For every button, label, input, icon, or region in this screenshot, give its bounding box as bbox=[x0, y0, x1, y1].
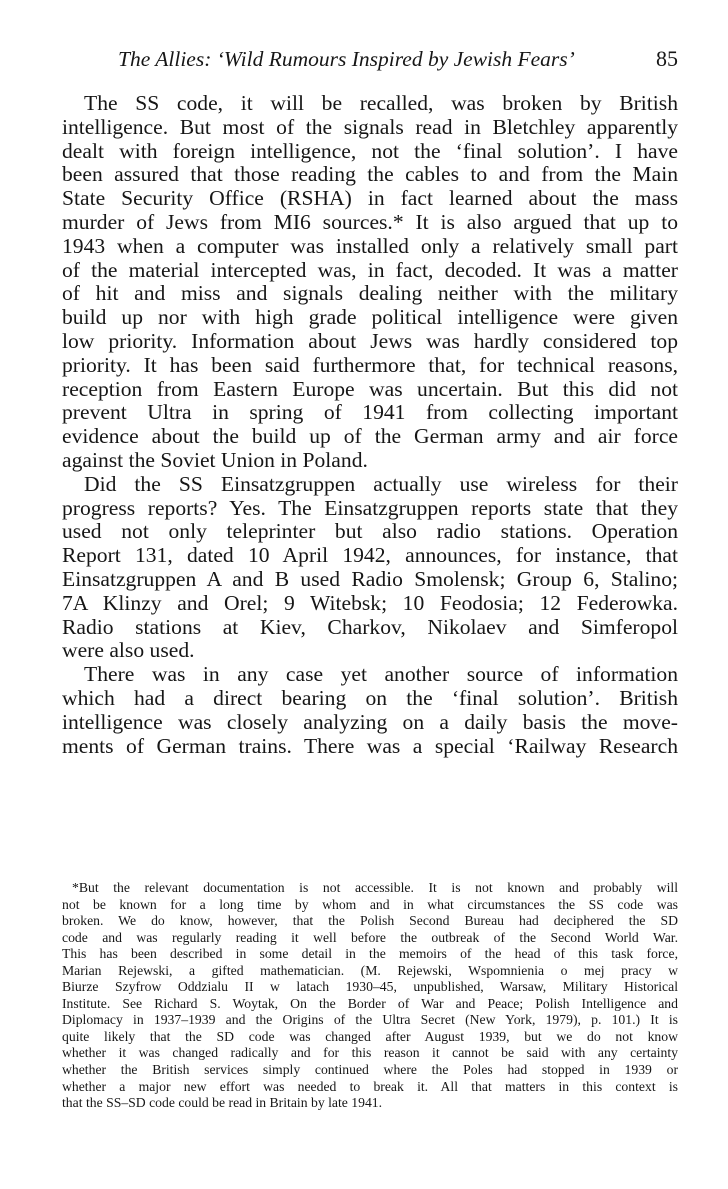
text-line: 1943 when a computer was installed only a relatively small part bbox=[62, 233, 678, 258]
text-line: priority. It has been said furthermore that, for technical reasons, bbox=[62, 352, 678, 377]
text-line: There was in any case yet another source of information bbox=[84, 662, 678, 687]
text-line: dealt with foreign intelligence, not the ‘final solution’. I have bbox=[62, 138, 678, 163]
text-line: been assured that those reading the cables to and from the Main bbox=[62, 162, 678, 187]
text-line: evidence about the build up of the German army and air force bbox=[62, 424, 678, 449]
text-line: The SS code, it will be recalled, was broken by British bbox=[84, 91, 678, 115]
footnote-line: Biurze Szyfrow Oddzialu II w latach 1930–45, unpublished, Warsaw, Military Historical bbox=[62, 979, 678, 995]
text-line: Report 131, dated 10 April 1942, announces, for instance, that bbox=[62, 543, 678, 568]
text-line: intelligence. But most of the signals read in Bletchley apparently bbox=[62, 114, 678, 139]
footnote-line: not be known for a long time by whom and in what circumstances the SS code was bbox=[62, 896, 678, 912]
footnote-line: that the SS–SD code could be read in Britain by late 1941. bbox=[62, 1095, 383, 1111]
paragraph-1 bbox=[62, 92, 678, 473]
text-line: build up nor with high grade political intelligence were given bbox=[62, 305, 678, 330]
text-line: of the material intercepted was, in fact, decoded. It was a matter bbox=[62, 257, 678, 282]
footnote bbox=[62, 880, 678, 1112]
footnote-line: code and was regularly reading it well before the outbreak of the Second World War. bbox=[62, 929, 678, 945]
paragraph-2 bbox=[62, 473, 678, 663]
text-line: against the Soviet Union in Poland. bbox=[62, 447, 368, 472]
footnote-line: Marian Rejewski, a gifted mathematician. (M. Rejewski, Wspomnienia o mej pracy w bbox=[62, 962, 678, 978]
footnote-line: Diplomacy in 1937–1939 and the Origins of the Ultra Secret (New York, 1979), p. 101.) It is bbox=[62, 1012, 678, 1028]
text-line: progress reports? Yes. The Einsatzgruppen reports state that they bbox=[62, 495, 678, 520]
footnote-line: Institute. See Richard S. Woytak, On the Border of War and Peace; Polish Intelligence and bbox=[62, 995, 678, 1011]
text-line: of hit and miss and signals dealing neither with the military bbox=[62, 281, 678, 306]
text-line: Radio stations at Kiev, Charkov, Nikolaev and Simferopol bbox=[62, 614, 678, 639]
text-line: Einsatzgruppen A and B used Radio Smolensk; Group 6, Stalino; bbox=[62, 566, 678, 591]
footnote-line: whether the British services simply continued where the Poles had stopped in 1939 or bbox=[62, 1062, 678, 1078]
text-line: which had a direct bearing on the ‘final solution’. British bbox=[62, 685, 678, 710]
page-header bbox=[118, 46, 678, 72]
footnote-line: *But the relevant documentation is not accessible. It is not known and probably will bbox=[72, 880, 678, 895]
text-line: were also used. bbox=[62, 638, 195, 663]
text-line: Did the SS Einsatzgruppen actually use wireless for their bbox=[84, 471, 678, 496]
text-line: intelligence was closely analyzing on a daily basis the move- bbox=[62, 709, 678, 734]
text-line: 7A Klinzy and Orel; 9 Witebsk; 10 Feodosia; 12 Federowka. bbox=[62, 590, 678, 615]
footnote-line: broken. We do know, however, that the Polish Second Bureau had deciphered the SD bbox=[62, 913, 678, 929]
footnote-line: whether a major new effort was needed to break it. All that matters in this context is bbox=[62, 1078, 678, 1094]
text-line: prevent Ultra in spring of 1941 from collecting important bbox=[62, 400, 678, 425]
footnote-line: This has been described in some detail in the memoirs of the head of this task force, bbox=[62, 946, 678, 962]
text-line: used not only teleprinter but also radio stations. Operation bbox=[62, 519, 678, 544]
text-line: ments of German trains. There was a special ‘Railway Research bbox=[62, 733, 678, 758]
footnote-line: quite likely that the SD code was changed after August 1939, but we do not know bbox=[62, 1028, 678, 1044]
footnote-line: whether it was changed radically and for this reason it cannot be said with any certainty bbox=[62, 1045, 678, 1061]
text-line: State Security Office (RSHA) in fact learned about the mass bbox=[62, 186, 678, 211]
text-line: murder of Jews from MI6 sources.* It is also argued that up to bbox=[62, 209, 678, 234]
text-line: reception from Eastern Europe was uncertain. But this did not bbox=[62, 376, 678, 401]
body-text bbox=[62, 92, 678, 758]
running-title: The Allies: ‘Wild Rumours Inspired by Jewish Fears’ bbox=[118, 47, 575, 71]
paragraph-3 bbox=[62, 663, 678, 758]
page-number: 85 bbox=[656, 46, 678, 71]
text-line: low priority. Information about Jews was hardly considered top bbox=[62, 328, 678, 353]
